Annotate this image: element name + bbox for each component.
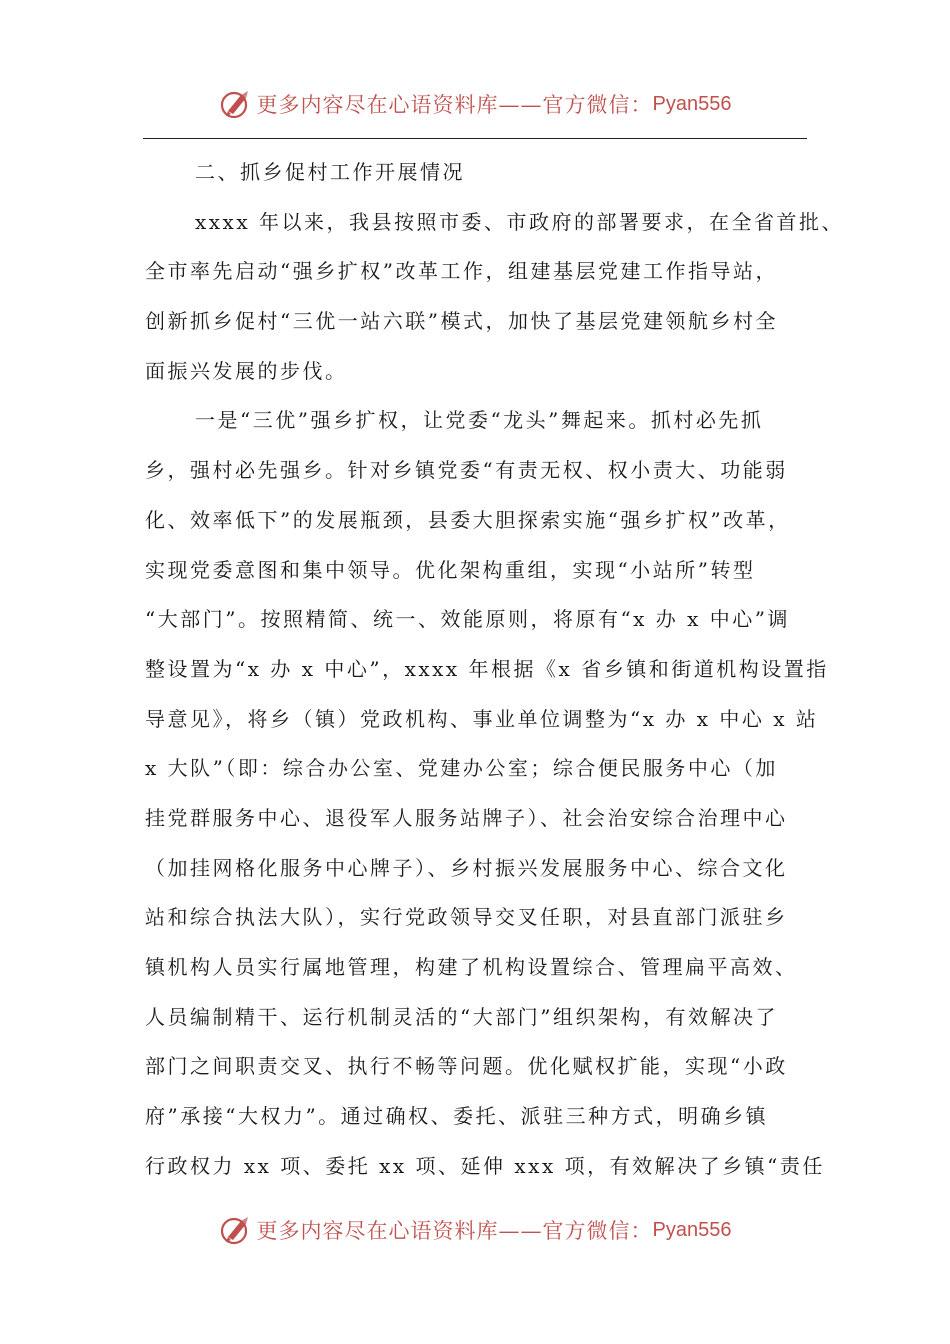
- paragraph-line: 镇机构人员实行属地管理，构建了机构设置综合、管理扁平高效、: [145, 955, 798, 979]
- paragraph-line: 挂党群服务中心、退役军人服务站牌子）、社会治安综合治理中心: [145, 805, 788, 830]
- paragraph-line: 化、效率低下”的发展瓶颈，县委大胆探索实施“强乡扩权”改革，: [145, 507, 791, 532]
- paragraph-line: “大部门”。按照精简、统一、效能原则，将原有“x 办 x 中心”调: [145, 607, 791, 632]
- paragraph-line: 站和综合执法大队），实行党政领导交叉任职，对县直部门派驻乡: [145, 905, 788, 930]
- footer-watermark: [0, 1210, 950, 1250]
- paragraph-line: 人员编制精干、运行机制灵活的“大部门”组织架构，有效解决了: [145, 1004, 778, 1029]
- paragraph-line: 府”承接“大权力”。通过确权、委托、派驻三种方式，明确乡镇: [145, 1104, 769, 1129]
- paragraph-line: 导意见》，将乡（镇）党政机构、事业单位调整为“x 办 x 中心 x 站: [145, 706, 819, 731]
- paragraph-line: 全市率先启动“强乡扩权”改革工作，组建基层党建工作指导站，: [145, 259, 778, 284]
- section-heading: 二、抓乡促村工作开展情况: [195, 160, 465, 184]
- watermark-text: 更多内容尽在心语资料库——官方微信：: [256, 1219, 653, 1243]
- header-divider: [143, 138, 807, 139]
- paragraph-line: 整设置为“x 办 x 中心”，xxxx 年根据《x 省乡镇和街道机构设置指: [145, 656, 829, 681]
- paragraph-line: 一是“三优”强乡扩权，让党委“龙头”舞起来。抓村必先抓: [195, 408, 764, 433]
- paragraph-line: x 大队”（即：综合办公室、党建办公室；综合便民服务中心（加: [145, 756, 778, 781]
- watermark-wechat-id: Pyan556: [652, 92, 732, 115]
- paragraph-line: 部门之间职责交叉、执行不畅等问题。优化赋权扩能，实现“小政: [145, 1054, 788, 1079]
- paragraph-line: 面振兴发展的步伐。: [145, 358, 348, 383]
- watermark-text: 更多内容尽在心语资料库——官方微信：: [256, 93, 653, 117]
- paragraph-line: 乡，强村必先强乡。针对乡镇党委“有责无权、权小责大、功能弱: [145, 458, 788, 483]
- paragraph-line: 实现党委意图和集中领导。优化架构重组，实现“小站所”转型: [145, 557, 756, 582]
- pen-nib-logo-icon: [219, 1213, 253, 1247]
- paragraph-line: （加挂网格化服务中心牌子）、乡村振兴发展服务中心、综合文化: [145, 855, 788, 880]
- paragraph-line: 创新抓乡促村“三优一站六联”模式，加快了基层党建领航乡村全: [145, 309, 778, 334]
- pen-nib-logo-icon: [219, 87, 253, 121]
- watermark-wechat-id: Pyan556: [652, 1218, 732, 1241]
- header-watermark: [0, 84, 950, 124]
- paragraph-line: 行政权力 xx 项、委托 xx 项、延伸 xxx 项，有效解决了乡镇“责任: [145, 1153, 825, 1178]
- document-body: [145, 148, 844, 1191]
- paragraph-line: xxxx 年以来，我县按照市委、市政府的部署要求，在全省首批、: [195, 209, 844, 234]
